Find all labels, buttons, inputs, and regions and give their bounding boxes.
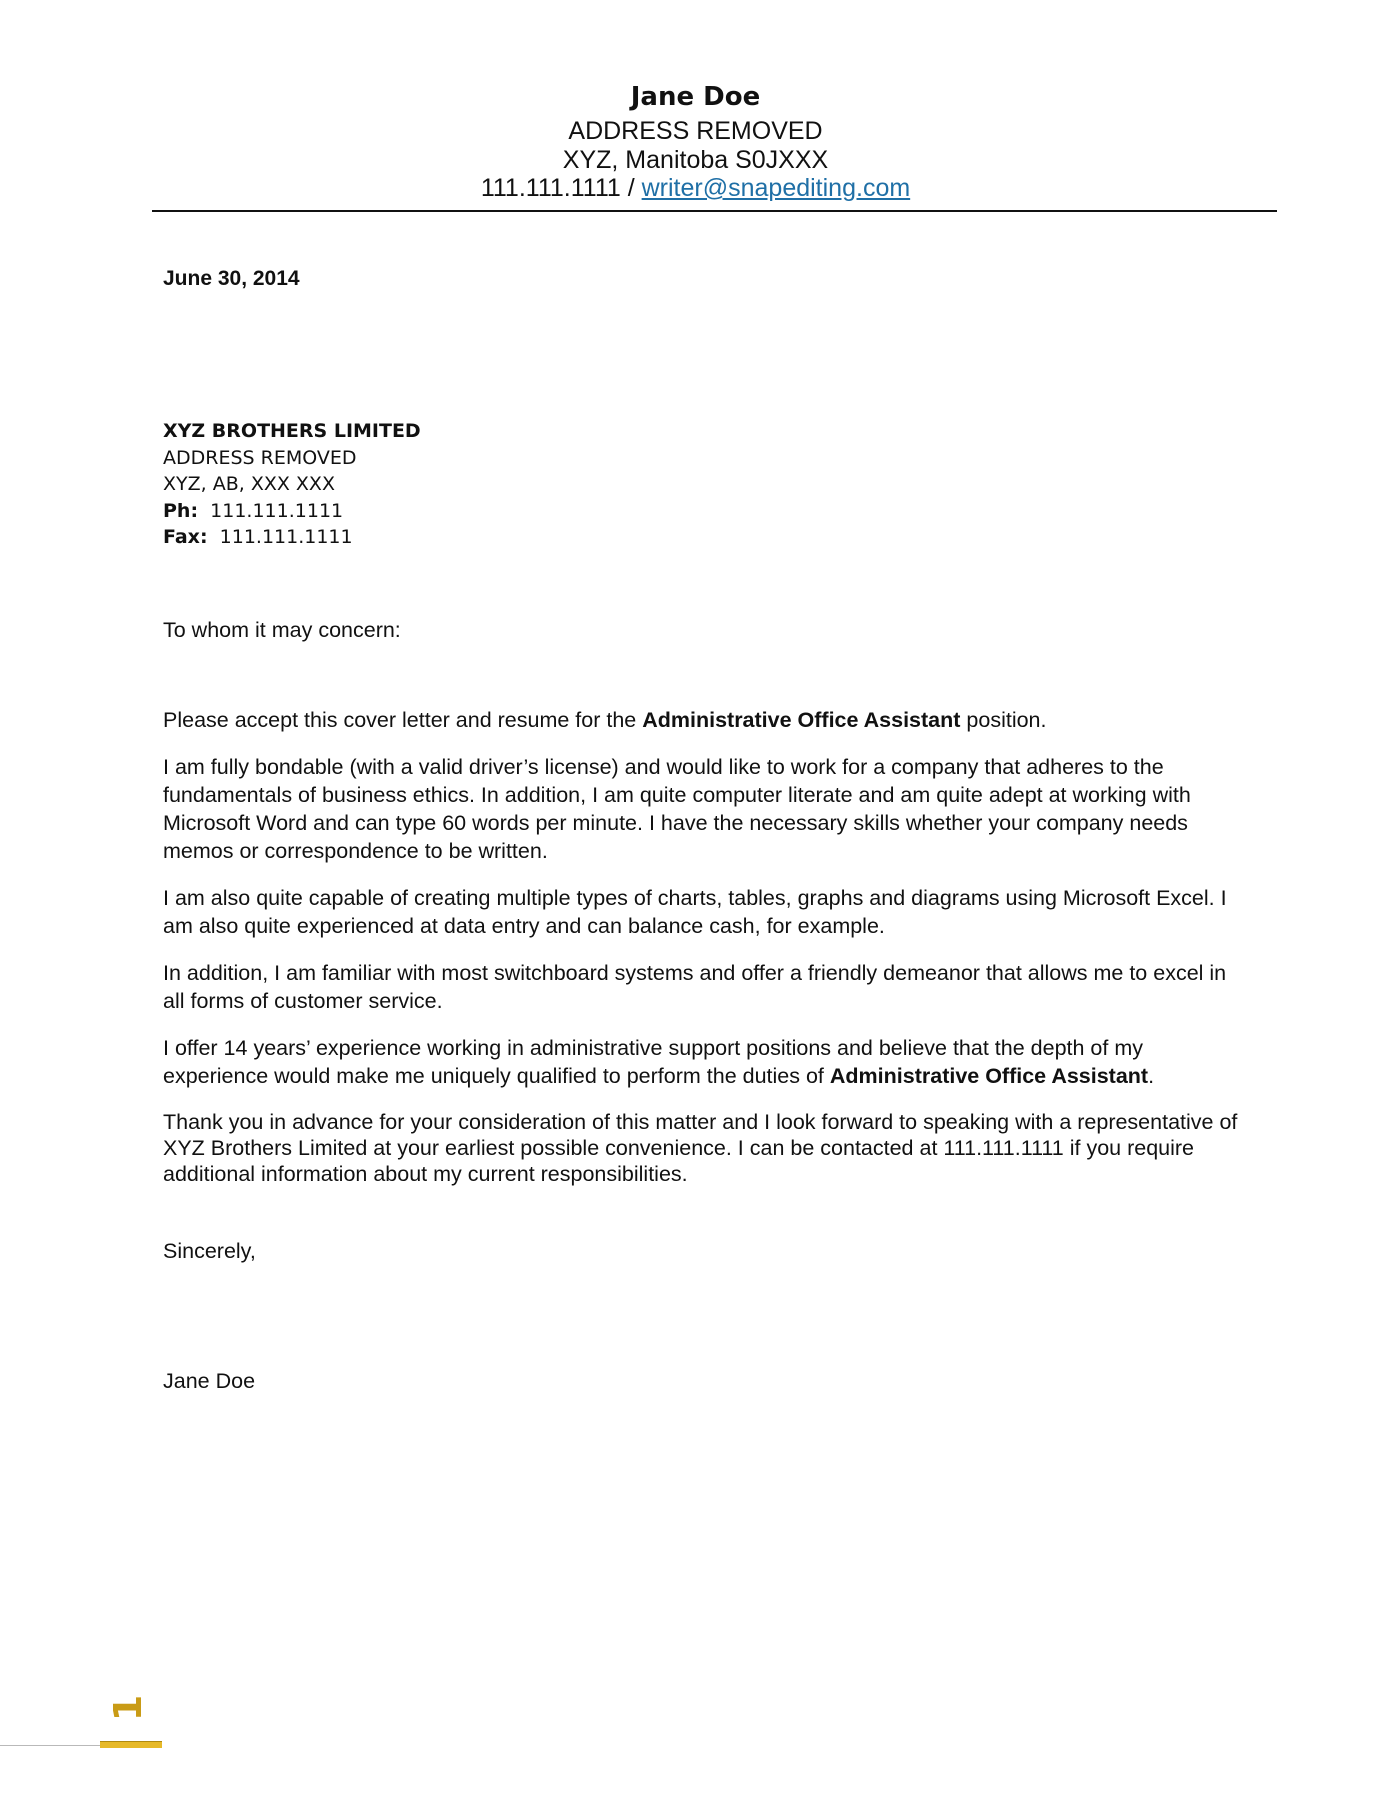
paragraph-5 (163, 1034, 1243, 1090)
sender-address: ADDRESS REMOVED (568, 117, 823, 145)
page-number: 1 (106, 1694, 150, 1722)
paragraph-2: I am fully bondable (with a valid driver’s license) and would like to work for a company that adheres to the fundamentals of business ethics. In addition, I am quite computer literate and am quite adept at working with Microsoft Word and can type 60 words per minute. I have the necessary skills whether your company needs memos or correspondence to be written. (163, 755, 1191, 863)
contact-separator: / (620, 174, 642, 202)
sender-name: Jane Doe (630, 82, 761, 112)
paragraph-6: Thank you in advance for your consideration of this matter and I look forward to speaking with a representative of XYZ Brothers Limited at your earliest possible convenience. I can be contacted at 111.111.1111 if you require additional information about my current responsibilities. (163, 1110, 1238, 1186)
recipient-phone-line (163, 498, 421, 525)
recipient-address: ADDRESS REMOVED (163, 446, 357, 469)
recipient-block (163, 418, 421, 551)
salutation: To whom it may concern: (163, 618, 401, 642)
header-divider (152, 210, 1277, 212)
position-title: Administrative Office Assistant (642, 708, 961, 732)
recipient-fax: 111.111.1111 (219, 526, 353, 548)
sender-city: XYZ, Manitoba S0JXXX (562, 146, 829, 174)
paragraph-1-end: position. (960, 708, 1047, 732)
recipient-phone: 111.111.1111 (210, 499, 344, 522)
paragraph-5-end: . (1148, 1064, 1155, 1088)
sender-email-link[interactable]: writer@snapediting.com (641, 174, 911, 202)
footer-divider (0, 1745, 100, 1746)
sender-contact-line (0, 173, 1391, 203)
paragraph-4: In addition, I am familiar with most switchboard systems and offer a friendly demeanor that allows me to excel in all forms of customer service. (163, 961, 1227, 1013)
letter-date: June 30, 2014 (163, 267, 300, 290)
sender-phone: 111.111.1111 (480, 174, 621, 202)
recipient-fax-line (163, 524, 421, 551)
letter-body (163, 706, 1243, 1206)
paragraph-5-text: I offer 14 years’ experience working in administrative support positions and believe that the depth of my experience would make me uniquely qualified to perform the duties of (163, 1036, 1143, 1088)
recipient-company: XYZ BROTHERS LIMITED (163, 420, 421, 442)
closing: Sincerely, (163, 1239, 256, 1263)
signature-name: Jane Doe (163, 1369, 256, 1393)
recipient-city: XYZ, AB, XXX XXX (163, 473, 335, 495)
paragraph-3: I am also quite capable of creating multiple types of charts, tables, graphs and diagrams using Microsoft Excel. I am also quite experienced at data entry and can balance cash, for example. (163, 886, 1227, 938)
paragraph-1-text: Please accept this cover letter and resume for the (163, 708, 643, 732)
phone-label: Ph: (163, 499, 199, 522)
position-title-repeat: Administrative Office Assistant (829, 1064, 1149, 1088)
fax-label: Fax: (163, 526, 208, 548)
footer-accent-bar (100, 1741, 162, 1748)
paragraph-1 (163, 706, 1243, 734)
